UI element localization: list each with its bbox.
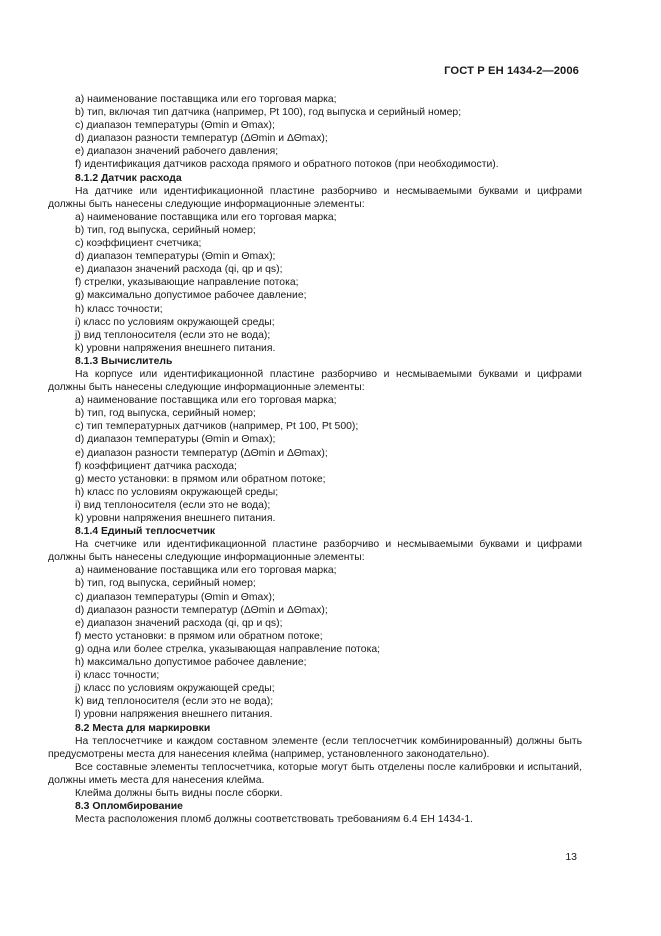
list-item: d) диапазон температуры (Θmin и Θmax); [75,251,276,263]
list-item: f) идентификация датчиков расхода прямого и обратного потоков (при необходимости). [75,159,499,171]
section-heading: 8.3 Опломбирование [75,801,183,813]
list-item: b) тип, год выпуска, серийный номер; [75,224,256,236]
list-item: b) тип, включая тип датчика (например, Pt 100), год выпуска и серийный номер; [75,107,462,119]
list-item: a) наименование поставщика или его торговая марка; [75,94,337,105]
list-item: c) коэффициент счетчика; [75,238,202,250]
list-item: e) диапазон значений расхода (qi, qp и qs); [75,264,283,276]
list-item: c) тип температурных датчиков (например, Pt 100, Pt 500); [75,421,359,433]
list-item: g) одна или более стрелка, указывающая направление потока; [75,643,381,655]
list-item: e) диапазон значений расхода (qi, qp и qs); [75,617,283,629]
list-item: i) вид теплоносителя (если это не вода); [75,499,271,511]
paragraph: Все составные элементы теплосчетчика, которые могут быть отделены после калибровки и испытаний, должны иметь места для нанесения клейма. [48,761,582,786]
list-item: h) максимально допустимое рабочее давление; [75,657,307,669]
list-item: d) диапазон разности температур (ΔΘmin и ΔΘmax); [75,133,328,145]
list-item: Места расположения пломб должны соответствовать требованиям 6.4 ЕН 1434-1. [75,814,474,826]
list-item: b) тип, год выпуска, серийный номер; [75,578,256,590]
list-item: i) класс по условиям окружающей среды; [75,316,275,328]
list-item: h) класс по условиям окружающей среды; [75,486,279,498]
section-heading: 8.2 Места для маркировки [75,722,211,734]
list-item: e) диапазон разности температур (ΔΘmin и ΔΘmax); [75,447,328,459]
section-heading: 8.1.2 Датчик расхода [75,172,182,184]
page-number: 13 [565,851,577,863]
list-item: g) максимально допустимое рабочее давление; [75,290,307,302]
list-item: b) тип, год выпуска, серийный номер; [75,408,256,420]
list-item: h) класс точности; [75,303,163,315]
list-item: l) уровни напряжения внешнего питания. [75,709,273,721]
list-item: f) коэффициент датчика расхода; [75,460,237,472]
section-heading: 8.1.3 Вычислитель [75,355,173,367]
list-item: a) наименование поставщика или его торговая марка; [75,565,337,577]
list-item: k) вид теплоносителя (если это не вода); [75,696,274,708]
list-item: j) вид теплоносителя (если это не вода); [75,329,271,341]
paragraph: На корпусе или идентификационной пластине разборчиво и несмываемыми буквами и цифрами должны быть нанесены следующие информационные элементы: [48,368,582,394]
list-item: k) уровни напряжения внешнего питания. [75,513,276,524]
list-item: e) диапазон значений рабочего давления; [75,146,279,158]
list-item: d) диапазон температуры (Θmin и Θmax); [75,434,276,446]
list-item: a) наименование поставщика или его торговая марка; [75,211,337,223]
paragraph: На датчике или идентификационной пластине разборчиво и несмываемыми буквами и цифрами должны быть нанесены следующие информационные элементы: [48,185,582,210]
list-item: i) класс точности; [75,670,160,682]
list-item: f) место установки: в прямом или обратном потоке; [75,630,323,642]
list-item: j) класс по условиям окружающей среды; [75,683,275,695]
paragraph: На теплосчетчике и каждом составном элементе (если теплосчетчик комбинированный) должны быть предусмотрены места для нанесения клейма (например, установленного законодательно). [48,735,582,760]
section-heading: 8.1.4 Единый теплосчетчик [75,526,216,538]
list-item: d) диапазон разности температур (ΔΘmin и ΔΘmax); [75,604,328,616]
paragraph: На счетчике или идентификационной пластине разборчиво и несмываемыми буквами и цифрами должны быть нанесены следующие информационные элементы: [48,539,582,564]
list-item: f) стрелки, указывающие направление потока; [75,277,299,289]
document-header: ГОСТ Р ЕН 1434-2—2006 [444,65,579,77]
list-item: g) место установки: в прямом или обратном потоке; [75,473,326,485]
list-item: c) диапазон температуры (Θmin и Θmax); [75,120,275,132]
list-item: a) наименование поставщика или его торговая марка; [75,395,337,407]
list-item: c) диапазон температуры (Θmin и Θmax); [75,591,275,603]
list-item: Клейма должны быть видны после сборки. [75,787,283,799]
list-item: k) уровни напряжения внешнего питания. [75,342,276,354]
page-body [48,93,582,826]
